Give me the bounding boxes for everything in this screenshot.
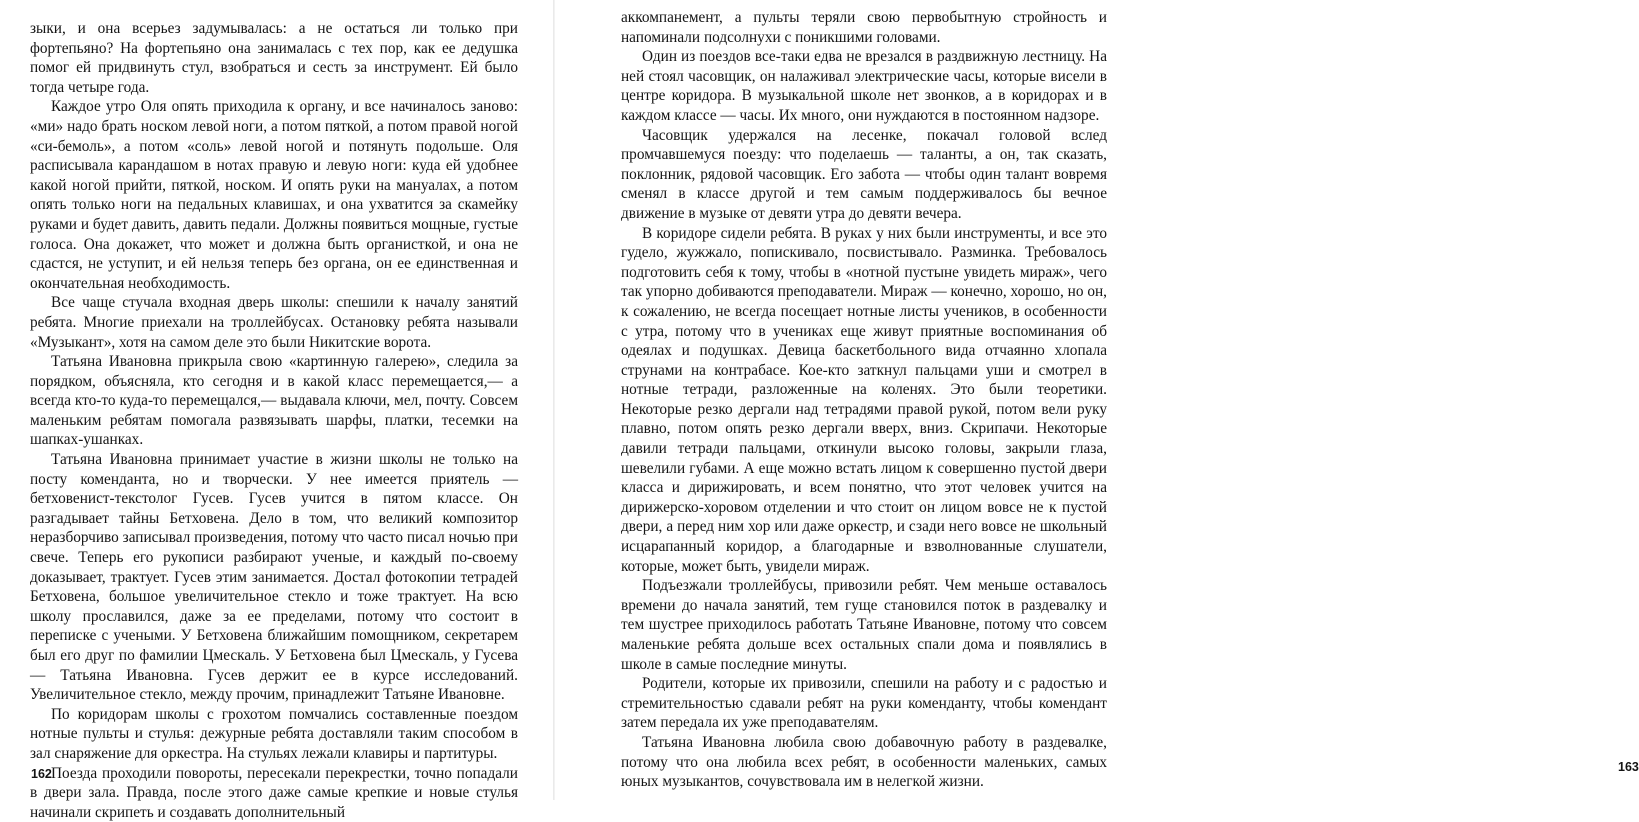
paragraph: Родители, которые их привозили, спешили на работу и с радостью и стремительностью сдавали ребят на руки коменданту, чтобы комендант затем передала их уже преподавателям. [621,675,1107,732]
paragraph: Татьяна Ивановна прикрыла свою «картинную галерею», следила за порядком, объясняла, кто сегодня и в какой класс перемещается,— а всегда кто-то куда-то перемещался,— выдавала ключи, мел, почту. Совсем маленьким ребятам помогала развязывать шарфы, платки, тесемки на шапках-ушанках. [30,353,518,449]
page-number-left: 162 [31,767,52,781]
paragraph: Часовщик удержался на лесенке, покачал головой вслед промчавшемуся поезду: что поделаешь — таланты, а он, так сказать, поклонник, рядовой часовщик. Его забота — чтобы один талант вовремя сменял в классе другой и тем самым поддерживалось бы вечное движение в музыке от девяти утра до девяти вечера. [621,126,1107,222]
paragraph: Татьяна Ивановна любила свою добавочную работу в раздевалке, потому что она любила всех ребят, в особенности маленьких, самых юных музыкантов, сочувствовала им в нелегкой жизни. [621,733,1107,791]
left-page [0,0,549,821]
paragraph: Подъезжали троллейбусы, привозили ребят. Чем меньше оставалось времени до начала занятий, тем гуще становился поток в раздевалку и тем шустрее приходилось работать Татьяне Ивановне, потому что совсем маленькие ребята дольше всех остальных спали дома и появлялись в школе в самые последние минуты. [621,577,1107,673]
paragraph: Каждое утро Оля опять приходила к органу, и все начиналось заново: «ми» надо брать носком левой ноги, а потом пяткой, а потом правой ногой «си-бемоль», а потом «соль» левой ногой и потянуть подольше. Оля расписывала карандашом в нотах правую и левую ноги: куда ей удобнее какой ногой прийти, пяткой, носком. И опять руки на мануалах, а потом опять только ноги на педальных клавишах, и она ухватится за скамейку руками и будет давить, давить педали. Должны появиться мощные, густые голоса. Она докажет, что может и должна быть органисткой, и она не сдастся, не уступит, и ей нельзя теперь без органа, он ее единственная и окончательная необходимость. [30,98,518,292]
paragraph: Один из поездов все-таки едва не врезался в раздвижную лестницу. На ней стоял часовщик, он налаживал электрические часы, которые висели в центре коридора. В музыкальной школе нет звонков, а в коридорах и в каждом классе — часы. Их много, они нуждаются в постоянном надзоре. [621,48,1107,124]
gutter-divider [553,0,555,800]
paragraph: аккомпанемент, а пульты теряли свою первобытную стройность и напоминали подсолнухи с поникшими головами. [621,9,1107,46]
paragraph: Поезда проходили повороты, пересекали перекрестки, точно попадали в двери зала. Правда, после этого даже самые крепкие и новые стулья начинали скрипеть и создавать дополнительный [30,764,518,821]
paragraph: По коридорам школы с грохотом помчались составленные поездом нотные пульты и стулья: дежурные ребята доставляли таким способом в зал снаряжение для оркестра. На стульях лежали клавиры и партитуры. [30,705,518,762]
left-page-text [30,19,518,822]
right-page [560,0,1639,800]
right-page-text [621,8,1107,792]
paragraph: Все чаще стучала входная дверь школы: спешили к началу занятий ребята. Многие приехали на троллейбусах. Остановку ребята называли «Музыкант», хотя на самом деле это были Никитские ворота. [30,294,518,351]
paragraph: В коридоре сидели ребята. В руках у них были инструменты, и все это гудело, жужжало, попискивало, посвистывало. Разминка. Требовалось подготовить себя к тому, чтобы в «нотной пустыне увидеть мираж», чего так упорно добиваются преподаватели. Мираж — конечно, хорошо, но он, к сожалению, не всегда посещает нотные листы учеников, в особенности с утра, потому что в учениках еще живут приятные воспоминания об одеялах и подушках. Девица баскетбольного вида отчаянно хлопала струнами на контрабасе. Кое-кто заткнул пальцами уши и смотрел в нотные тетради, разложенные на коленях. Это были теоретики. Некоторые резко дергали над тетрадями правой рукой, потом вели руку плавно, потом опять резко дергали вверх, вниз. Скрипачи. Некоторые давили тетради пальцами, откинули высоко головы, закрыли глаза, шевелили губами. А еще можно встать лицом к совершенно пустой двери класса и дирижировать, и всем понятно, что этот человек учится на дирижерско-хоровом отделении и что стоит он лицом вовсе не к пустой двери, а перед ним хор или даже оркестр, и сзади него вовсе не школьный исцарапанный коридор, а благодарные и взволнованные слушатели, которые, может быть, увидели мираж. [621,224,1107,575]
paragraph: зыки, и она всерьез задумывалась: а не остаться ли только при фортепьяно? На фортепьяно она занималась с тех пор, как ее дедушка помог ей придвинуть стул, взобраться и сесть за инструмент. Ей было тогда четыре года. [30,20,518,96]
paragraph: Татьяна Ивановна принимает участие в жизни школы не только на посту коменданта, но и творчески. У нее имеется приятель — бетховенист-текстолог Гусев. Гусев учится в пятом классе. Он разгадывает тайны Бетховена. Дело в том, что великий композитор неразборчиво записывал произведения, потому что часто писал ночью при свече. Теперь его рукописи разбирают ученые, и каждый по-своему доказывает, трактует. Гусев этим занимается. Достал фотокопии тетрадей Бетховена, большое увеличительное стекло и тоже трактует. На всю школу прославился, даже за ее пределами, потому что состоит в переписке с учеными. У Бетховена ближайшим помощником, секретарем был его друг по фамилии Цмескаль. У Бетховена был Цмескаль, у Гусева — Татьяна Ивановна. Гусев держит ее в курсе исследований. Увеличительное стекло, между прочим, принадлежит Татьяне Ивановне. [30,451,518,704]
page-number-right: 163 [1618,760,1639,774]
